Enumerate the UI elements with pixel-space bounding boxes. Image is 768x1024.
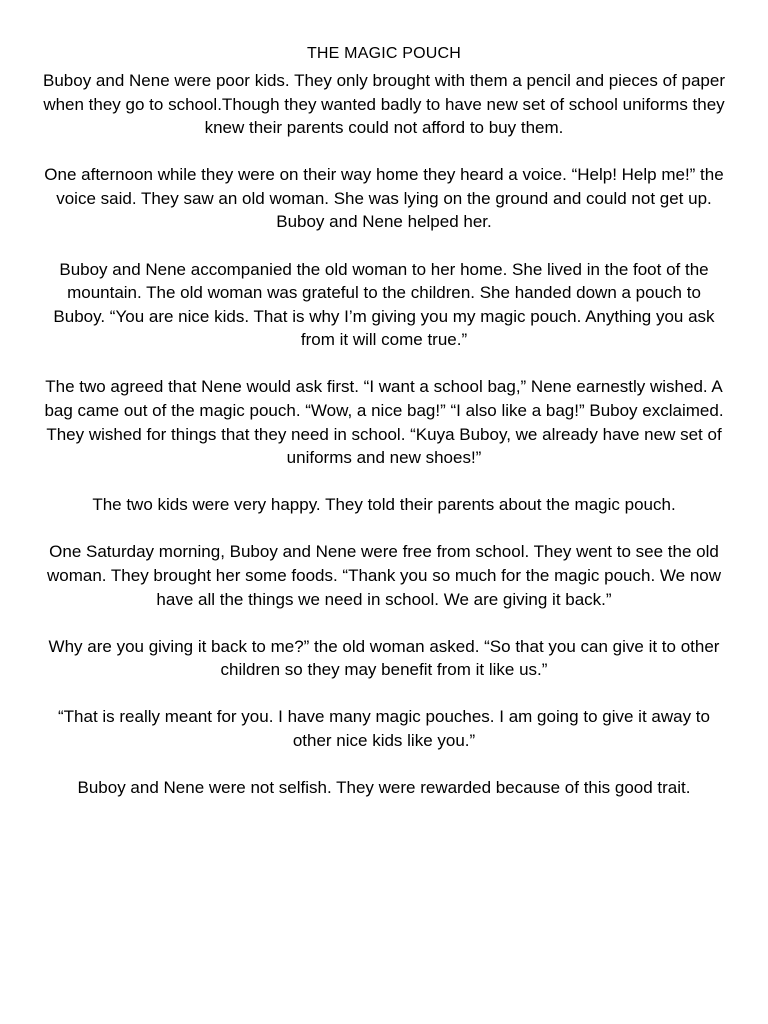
story-title: THE MAGIC POUCH [306, 45, 462, 62]
paragraph-6: One Saturday morning, Buboy and Nene were free from school. They went to see the old woman. They brought her some foods. “Thank you so much for the magic pouch. We now have all the things we need in school. We are giving it back.” [46, 542, 722, 609]
paragraph-7: Why are you giving it back to me?” the old woman asked. “So that you can give it to other children so they may benefit from it like us.” [48, 636, 720, 680]
document-page [40, 43, 728, 823]
paragraph-3: Buboy and Nene accompanied the old woman to her home. She lived in the foot of the mountain. The old woman was grateful to the children. She handed down a pouch to Buboy. “You are nice kids. That is why I’m giving you my magic pouch. Anything you ask from it will come true.” [53, 259, 715, 350]
paragraph-5: The two kids were very happy. They told their parents about the magic pouch. [92, 495, 676, 515]
paragraph-1: Buboy and Nene were poor kids. They only brought with them a pencil and pieces of paper when they go to school.Though they wanted badly to have new set of school uniforms they knew their parents could not afford to buy them. [43, 71, 725, 138]
paragraph-9: Buboy and Nene were not selfish. They were rewarded because of this good trait. [77, 778, 691, 798]
paragraph-2: One afternoon while they were on their way home they heard a voice. “Help! Help me!” the voice said. They saw an old woman. She was lying on the ground and could not get up. Buboy and Nene helped her. [44, 165, 724, 232]
paragraph-8: “That is really meant for you. I have many magic pouches. I am going to give it away to other nice kids like you.” [58, 707, 710, 750]
paragraph-4: The two agreed that Nene would ask first. “I want a school bag,” Nene earnestly wished. A bag came out of the magic pouch. “Wow, a nice bag!” “I also like a bag!” Buboy exclaimed. They wished for things that they need in school. “Kuya Buboy, we already have new set of uniforms and new shoes!” [44, 377, 724, 468]
